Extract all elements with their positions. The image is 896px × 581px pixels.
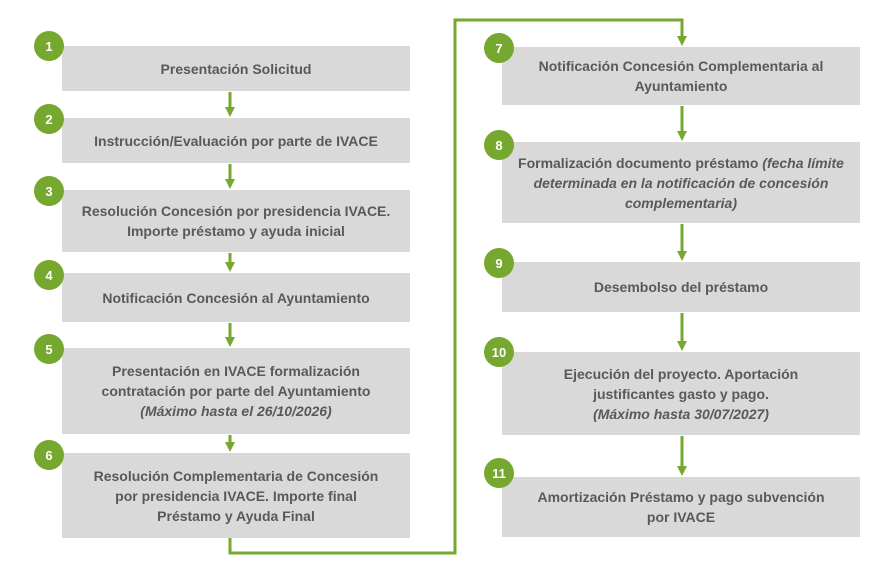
step-3-number-badge: 3 <box>34 176 64 206</box>
step-1-box <box>62 46 410 91</box>
step-6-box <box>62 453 410 538</box>
step-deadline-note: (Máximo hasta 30/07/2027) <box>593 405 769 422</box>
step-text-line: Ayuntamiento <box>634 78 728 94</box>
step-text: Formalización documento préstamo <box>518 154 763 171</box>
step-text-line: Resolución Complementaria de Concesión <box>93 467 379 484</box>
step-text-line: Amortización Préstamo y pago subvención <box>537 489 825 505</box>
step-7-number-badge: 7 <box>484 33 514 63</box>
step-8-box <box>502 142 860 223</box>
step-9-box <box>502 262 860 312</box>
step-text-line: Presentación en IVACE formalización <box>112 363 360 379</box>
step-text-line: Resolución Concesión por presidencia IVACE. <box>81 203 391 219</box>
step-text-line: Ejecución del proyecto. Aportación <box>563 365 799 382</box>
step-3-box <box>62 190 410 252</box>
step-deadline-note: (fecha límite determinada en la notificación de concesión complementaria) <box>533 154 844 211</box>
step-4-box <box>62 273 410 322</box>
step-11-box <box>502 477 860 537</box>
step-6-number-badge: 6 <box>34 440 64 470</box>
step-text-line: por presidencia IVACE. Importe final <box>115 487 357 504</box>
step-9-number-badge: 9 <box>484 248 514 278</box>
step-4-number-badge: 4 <box>34 260 64 290</box>
step-text-line: Importe préstamo y ayuda inicial <box>127 223 345 239</box>
step-text-line: Instrucción/Evaluación por parte de IVACE <box>94 132 378 149</box>
step-7-box <box>502 47 860 105</box>
step-2-box <box>62 118 410 163</box>
step-text-line: Notificación Concesión al Ayuntamiento <box>102 289 370 306</box>
step-text-line: Préstamo y Ayuda Final <box>157 507 315 524</box>
step-11-number-badge: 11 <box>484 458 514 488</box>
step-text-line: Presentación Solicitud <box>160 60 312 77</box>
step-deadline-note: (Máximo hasta el 26/10/2026) <box>140 403 332 419</box>
step-text-line: contratación por parte del Ayuntamiento <box>101 383 371 399</box>
step-1-number-badge: 1 <box>34 31 64 61</box>
step-text-line: Notificación Concesión Complementaria al <box>538 58 824 74</box>
step-10-box <box>502 352 860 435</box>
step-text-line: justificantes gasto y pago. <box>593 385 769 402</box>
step-5-number-badge: 5 <box>34 334 64 364</box>
step-text-line: Desembolso del préstamo <box>593 279 769 295</box>
step-5-box <box>62 348 410 434</box>
step-text-with-note <box>510 153 852 213</box>
step-2-number-badge: 2 <box>34 104 64 134</box>
step-8-number-badge: 8 <box>484 130 514 160</box>
step-10-number-badge: 10 <box>484 337 514 367</box>
step-text-line: por IVACE <box>646 509 716 525</box>
